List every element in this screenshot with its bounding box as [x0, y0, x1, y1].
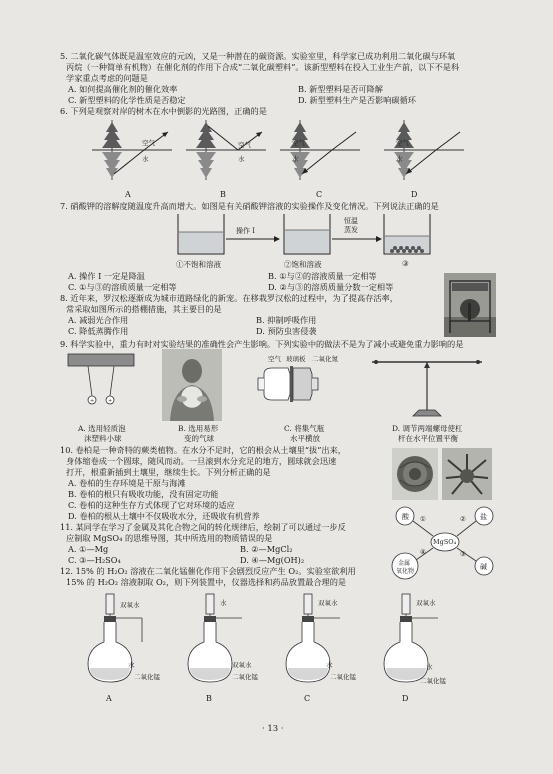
q9-option-a-line1: A. 选用轻质泡 [78, 424, 126, 433]
q5-option-b: B. 新型塑料是否可降解 [298, 84, 383, 94]
q8-line2: 常采取如图所示的搭棚措施，其主要目的是 [66, 304, 222, 314]
q6-question: 6. 下列是观察对岸的树木在水中倒影的光路图，正确的是 [60, 106, 267, 116]
q9-diagram-c [262, 364, 338, 404]
q6-diagram-b [186, 118, 266, 188]
q9-c-no2-label: 二氧化氮 [312, 355, 338, 363]
q6-diagram-c [280, 118, 360, 188]
q6-c-air-label: 空气 [292, 139, 305, 147]
svg-text:+: + [90, 398, 95, 404]
q7-operation-2-line1: 恒温 [344, 217, 358, 225]
q7-solution-2-label: ②饱和溶液 [284, 260, 322, 269]
q8-option-c: C. 降低蒸腾作用 [68, 326, 129, 336]
q12-apparatus-b [184, 588, 274, 688]
q11-arrow-label-1: ① [420, 515, 426, 523]
page-number: · 13 · [262, 724, 284, 734]
q12-label-c: C [304, 694, 311, 703]
q5-option-d: D. 新型塑料生产是否影响碳循环 [298, 95, 416, 105]
q6-d-air-label: 空气 [396, 139, 409, 147]
q12-b-mno2-label: 二氧化锰 [232, 673, 258, 681]
q7-question: 7. 硝酸钾的溶解度随温度升高而增大。如图是有关硝酸钾溶液的实验操作及变化情况。下列说法正确的是 [60, 201, 439, 211]
q7-option-c: C. ①与③的溶质质量一定相等 [68, 282, 177, 292]
q5-line3: 学家重点考虑的问题是 [66, 73, 148, 83]
q11-option-c: C. ③—H₂SO₄ [68, 555, 121, 565]
q12-c-mno2-label: 二氧化锰 [330, 673, 356, 681]
q6-b-air-label: 空气 [238, 141, 251, 149]
q7-beaker-2 [282, 214, 332, 256]
q11-arrow-label-2: ② [460, 515, 466, 523]
q6-label-c: C [316, 190, 323, 199]
q11-option-d: D. ④—Mg(OH)₂ [240, 555, 305, 565]
q12-d-mno2-label: 二氧化锰 [420, 677, 446, 685]
q5-option-c: C. 新型塑料的化学性质是否稳定 [68, 95, 186, 105]
q12-c-h2o2-label: 双氧水 [318, 599, 338, 607]
q6-b-water-label: 水 [238, 155, 245, 163]
q6-diagram-a [92, 118, 172, 188]
q9-c-air-label: 空气 [268, 355, 281, 363]
q12-label-d: D [402, 694, 409, 703]
q11-option-a: A. ①—Mg [68, 544, 109, 554]
q6-label-d: D [411, 190, 418, 199]
q11-node-metal-line2: 氧化物 [396, 568, 415, 575]
q7-option-a: A. 操作 I 一定是降温 [68, 271, 145, 281]
q9-diagram-d [368, 356, 486, 418]
q10-line3: 打开，根重新插到土壤里，继续生长。下列分析正确的是 [66, 467, 271, 477]
q9-option-d-line2: 杆在水平位置平衡 [398, 434, 458, 443]
q6-label-b: B [220, 190, 226, 199]
q11-arrow-label-4: ④ [420, 548, 426, 556]
q11-line1: 11. 某同学在学习了金属及其化合物之间的转化规律后，绘制了可以通过一步反 [60, 522, 346, 532]
q9-option-c-line1: C. 将集气瓶 [284, 424, 325, 433]
q9-option-b-line1: B. 选用易形 [178, 424, 219, 433]
q10-line2: 身体缩卷成一个圆球，随风而动。一旦滚到水分充足的地方，圆球就会迅速 [66, 456, 337, 466]
q12-b-h2o2-label: 双氧水 [232, 661, 252, 669]
q12-a-mno2-label: 二氧化锰 [134, 673, 160, 681]
q10-option-b: B. 卷柏的根只有吸收功能，没有固定功能 [68, 489, 219, 499]
q7-solution-1-label: ①不饱和溶液 [176, 260, 221, 269]
q12-a-water-label: 水 [128, 661, 135, 669]
q6-label-a: A [125, 190, 131, 199]
q10-option-c: C. 卷柏的这种生存方式体现了它对环境的适应 [68, 500, 235, 510]
svg-text:+: + [108, 398, 113, 404]
q11-node-center: MgSO₄ [433, 538, 457, 546]
q8-tree-shade-photo [444, 273, 496, 337]
q11-arrow-label-3: ③ [460, 550, 466, 558]
q7-solution-3-label: ③ [402, 259, 409, 268]
q12-line1: 12. 15% 的 H₂O₂ 溶液在二氧化锰催化作用下会剧烈反应产生 O₂。实验室欲利用 [60, 566, 356, 576]
q5-option-a: A. 如何提高催化剂的催化效率 [68, 84, 178, 94]
q10-option-d: D. 卷柏的根从土壤中不仅吸收水分，还吸收有机营养 [68, 511, 260, 521]
q9-question: 9. 科学实验中，重力有时对实验结果的准确性会产生影响。下列实验中的做法不是为了减小或避免重力影响的是 [60, 339, 464, 349]
q7-option-d: D. ②与③的溶质质量分数一定相等 [268, 282, 394, 292]
q8-option-d: D. 预防虫害侵袭 [256, 326, 317, 336]
q8-line1: 8. 近年来，罗汉松逐渐成为城市道路绿化的新宠。在移栽罗汉松的过程中，为了提高存活率， [60, 293, 398, 303]
q9-diagram-a [66, 352, 136, 422]
q11-node-base: 碱 [480, 563, 487, 571]
q7-beaker-3 [382, 214, 432, 256]
q10-selaginella-photo-curled [392, 448, 438, 500]
q10-selaginella-photo-open [442, 448, 492, 500]
q7-option-b: B. ①与②的溶液质量一定相等 [268, 271, 377, 281]
q6-a-water-label: 水 [142, 155, 149, 163]
q7-beaker-1 [176, 214, 226, 256]
q12-label-b: B [206, 694, 212, 703]
q7-operation-1: 操作 I [236, 227, 255, 235]
q9-option-a-line2: 沫塑料小球 [84, 434, 122, 443]
q12-a-h2o2-label: 双氧水 [120, 601, 140, 609]
q11-node-acid: 酸 [402, 513, 409, 521]
q9-c-glass-label: 玻璃板 [286, 355, 306, 363]
q5-line1: 5. 二氧化碳气体既是温室效应的元凶，又是一种潜在的碳资源。实验室里，科学家已成功利用二氧化碳与环氧 [60, 51, 456, 61]
q11-line2: 应制取 MgSO₄ 的思维导图，其中所选用的物质错误的是 [66, 533, 273, 543]
q7-arrow-1 [226, 235, 280, 243]
q6-c-water-label: 水 [292, 155, 299, 163]
q5-line2: 丙烷（一种简单有机物）在催化剂的作用下合成“二氧化碳塑料”。该新型塑料在投入工业生产前，以下不是科 [66, 62, 460, 72]
q6-a-air-label: 空气 [142, 139, 155, 147]
q9-option-c-line2: 水平横放 [290, 434, 320, 443]
q11-node-salt: 盐 [480, 513, 487, 521]
q12-c-water-label: 水 [326, 661, 333, 669]
q6-d-water-label: 水 [396, 155, 403, 163]
q12-d-h2o2-label: 双氧水 [416, 599, 436, 607]
q7-operation-2-line2: 蒸发 [344, 226, 358, 234]
q12-d-water-label: 水 [426, 663, 433, 671]
q6-diagram-d [384, 118, 464, 188]
q12-line2: 15% 的 H₂O₂ 溶液制取 O₂，则下列装置中，仪器选择和药品放置最合理的是 [66, 577, 347, 587]
q10-line1: 10. 卷柏是一种奇特的蕨类植物。在水分不足时，它的根会从土壤里“拔”出来， [60, 445, 346, 455]
q10-option-a: A. 卷柏的生存环境是干原与海滩 [68, 478, 186, 488]
q11-node-metal-line1: 金属 [398, 560, 411, 567]
q7-arrow-2 [332, 235, 382, 243]
q9-option-d-line1: D. 调节两端螺母使杠 [392, 424, 463, 433]
q12-label-a: A [106, 694, 112, 703]
q8-option-b: B. 抑制呼吸作用 [256, 315, 317, 325]
q8-option-a: A. 减弱光合作用 [68, 315, 129, 325]
q9-option-b-line2: 变的气球 [184, 434, 214, 443]
q12-b-water-label: 水 [220, 599, 227, 607]
q11-option-b: B. ②—MgCl₂ [240, 544, 293, 554]
q9-balloon-photo [162, 349, 222, 421]
